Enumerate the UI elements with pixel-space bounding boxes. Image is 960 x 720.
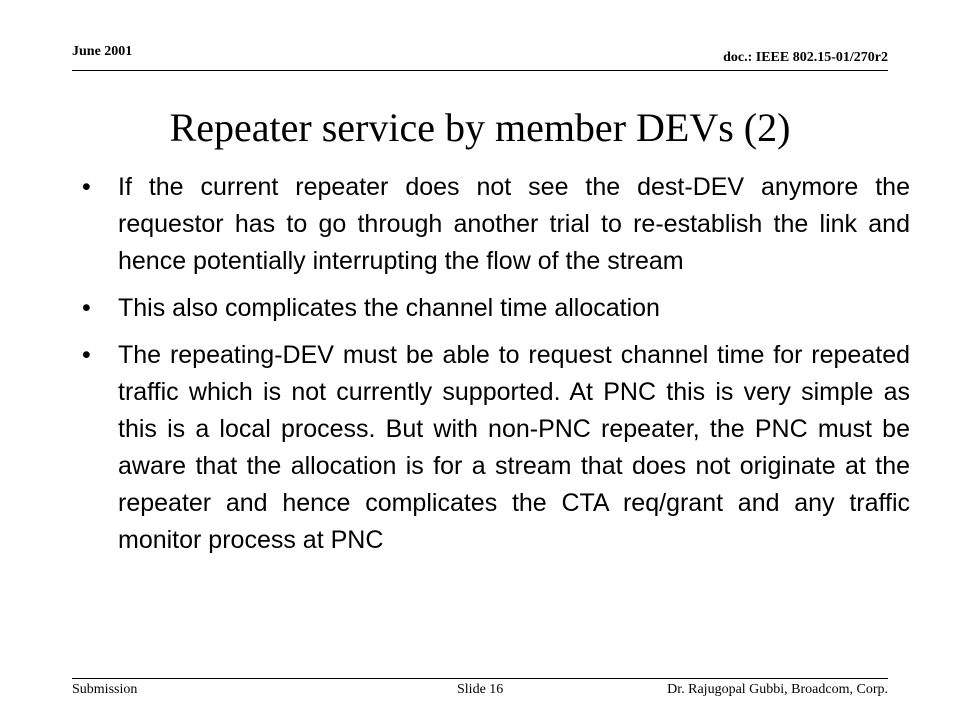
footer-divider xyxy=(72,678,888,679)
bullet-item xyxy=(80,169,910,280)
bullet-list xyxy=(80,169,910,569)
slide-title: Repeater service by member DEVs (2) xyxy=(169,105,791,150)
bullet-text: If the current repeater does not see the dest-DEV anymore the requestor has to go through another trial to re-establish the link and hence potentially interrupting the flow of the stream xyxy=(118,173,910,275)
header-date: June 2001 xyxy=(72,44,133,59)
header-doc-id: doc.: IEEE 802.15-01/270r2 xyxy=(723,50,888,65)
bullet-text: This also complicates the channel time allocation xyxy=(118,294,660,322)
footer-author: Dr. Rajugopal Gubbi, Broadcom, Corp. xyxy=(667,682,888,697)
bullet-dot-icon: • xyxy=(82,294,91,322)
bullet-dot-icon: • xyxy=(82,341,91,369)
header-divider xyxy=(72,70,888,71)
bullet-item xyxy=(80,290,910,327)
bullet-item xyxy=(80,337,910,559)
footer-slide-number: Slide 16 xyxy=(457,682,504,697)
bullet-dot-icon: • xyxy=(82,173,91,201)
footer-submission: Submission xyxy=(72,682,138,697)
bullet-text: The repeating-DEV must be able to request channel time for repeated traffic which is not currently supported. At PNC this is very simple as this is a local process. But with non-PNC repeater, the PNC must be aware that the allocation is for a stream that does not originate at the repeater and hence complicates the CTA req/grant and any traffic monitor process at PNC xyxy=(118,341,910,554)
